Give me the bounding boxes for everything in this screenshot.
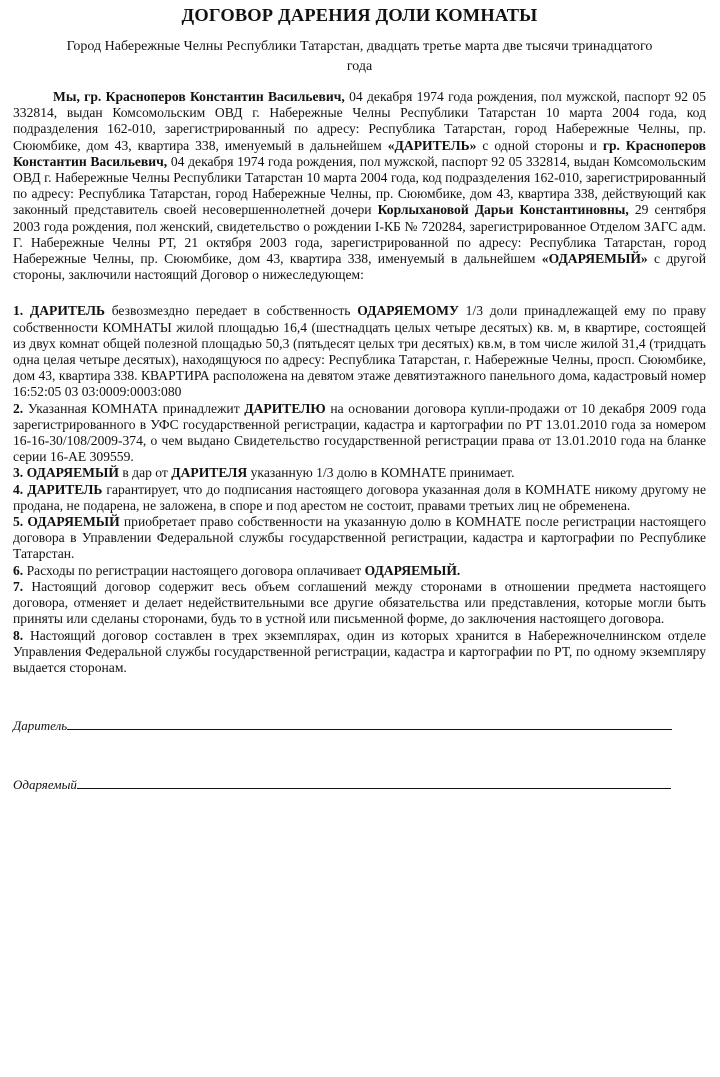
clause-bold-term: ОДАРЯЕМЫЙ [23,514,120,530]
clause-bold-term: ДАРИТЕЛЬ [23,481,103,497]
clause-number: 3. [13,465,24,481]
clause-1 [13,303,706,400]
clause-number: 1. [13,303,24,319]
clause-text: безвозмездно передает в собственность [105,303,358,319]
clause-number: 2. [13,400,24,416]
donee-signature-line [13,776,706,793]
clause-number: 4. [13,481,24,497]
clause-text: Настоящий договор содержит весь объем соглашений между сторонами в отношении предмета настоящего договора, отменяет и делает недействительными все другие обязательства или представления, которые могли быть приняты или сделаны сторонами, будь то в устной или письменной форме, до заключения настоящего договора. [13,578,706,627]
clause-number: 5. [13,514,24,530]
preamble-donor-term: «ДАРИТЕЛЬ» [387,137,477,153]
preamble-text-4: 29 сентября 2003 года рождения, пол женский, свидетельство о рождении I-КБ № 720284, зарегистрированное Отделом ЗАГС адм. Г. Набережные Челны РТ, 21 октября 2003 года, зарегистрированной по адресу: Республика Татарстан, город Набережные Челны, пр. Сююмбике, дом 43, квартира 338, именуемый в дальнейшем [13,202,706,267]
preamble-second-party-name: гр. Красноперов Константин Васильевич, [13,137,707,169]
clause-8 [13,628,706,677]
clause-text: в дар от [118,465,172,481]
clause-bold-term: ОДАРЯЕМЫЙ [23,465,119,481]
clause-4 [13,482,706,514]
preamble-donee-term: «ОДАРЯЕМЫЙ» [541,251,648,267]
document-title: ДОГОВОР ДАРЕНИЯ ДОЛИ КОМНАТЫ [181,5,538,25]
clause-number: 6. [13,562,24,578]
clause-number: 8. [13,627,24,643]
clause-text: Указанная КОМНАТА принадлежит [23,400,245,416]
clause-bold-term: ДАРИТЕЛЯ [171,465,248,481]
preamble-text-2: с одной стороны и [476,137,603,153]
clause-6 [13,563,706,579]
clause-3 [13,465,706,481]
donor-signature-line [13,717,706,734]
clause-text: Настоящий договор составлен в трех экземплярах, один из которых хранится в Набережночелнинском отделе Управления Федеральной службы государственной регистрации, кадастра и картографии по РТ, по одному экземпляру выдается сторонам. [13,627,706,675]
donor-signature-label: Даритель [13,718,68,734]
donee-signature-field[interactable] [77,776,671,789]
donee-signature-label: Одаряемый [13,777,77,793]
clause-text: 1/3 доли принадлежащей ему по праву собственности КОМНАТЫ жилой площадью 16,4 (шестнадцать целых четыре десятых) кв. м, в квартире, состоящей из двух комнат общей полезной площадью 50,3 (пятьдесят целых три десятых) кв.м, в том числе жилой 31,4 (тридцать одна целая четыре десятых), находящуюся по адресу: Республика Татарстан, г. Набережные Челны, просп. Сююмбике, дом 43, квартира 338. КВАРТИРА расположена на девятом этаже девятиэтажного панельного дома, кадастровый номер 16:52:05 03 03:0009:0003:080 [13,303,706,400]
clause-2 [13,401,706,466]
clause-bold-term: ОДАРЯЕМОМУ [357,303,459,319]
clause-text: на основании договора купли-продажи от 10 декабря 2009 года зарегистрированного в УФС государственной регистрации, кадастра и картографии по РТ 13.01.2010 года за номером 16-16-30/108/2009-374, о чем выдано Свидетельство государственной регистрации права от 13.01.2010 года на бланке серии 16-АЕ 309559. [13,400,706,465]
preamble-text-5: с другой стороны, заключили настоящий Договор о нижеследующем: [13,251,706,283]
clause-text: Расходы по регистрации настоящего договора оплачивает [23,562,365,578]
preamble-intro: Мы, гр. Красноперов Константин Васильевич, [53,89,345,104]
clause-bold-term: ОДАРЯЕМЫЙ. [364,562,461,578]
preamble-daughter-name: Корлыхановой Дарьи Константиновны, [377,202,629,218]
clause-5 [13,514,706,563]
preamble-text-1: 04 декабря 1974 года рождения, пол мужской, паспорт 92 05 332814, выдан Комсомольским ОВД г. Набережные Челны Республики Татарстан 10 марта 2004 года, код подразделения 162-010, зарегистрированный по адресу: Республика Татарстан, город Набережные Челны, пр. Сююмбике, дом 43, квартира 338, именуемый в дальнейшем [13,89,706,153]
donor-signature-field[interactable] [67,717,672,730]
clause-text: приобретает право собственности на указанную долю в КОМНАТЕ после регистрации настоящего договора в Управлении Федеральной службы государственной регистрации, кадастра и картографии по Республике Татарстан. [13,514,706,562]
clause-number: 7. [13,578,24,594]
clause-bold-term: ДАРИТЕЛЮ [244,400,326,416]
preamble-paragraph [13,89,706,283]
place-and-date: Город Набережные Челны Республики Татарстан, двадцать третье марта две тысячи тринадцатого года [66,39,653,74]
clause-7 [13,579,706,628]
preamble-text-3: 04 декабря 1974 года рождения, пол мужской, паспорт 92 05 332814, выдан Комсомольским ОВД г. Набережные Челны Республики Татарстан 10 марта 2004 года, код подразделения 162-010, зарегистрированный по адресу: Республика Татарстан, город Набережные Челны, пр. Сююмбике, дом 43, квартира 338, действующий как законный представитель своей несовершеннолетней дочери [13,153,707,218]
clause-bold-term: ДАРИТЕЛЬ [23,303,106,319]
clause-text: указанную 1/3 долю в КОМНАТЕ принимает. [247,465,515,481]
clause-text: гарантирует, что до подписания настоящего договора указанная доля в КОМНАТЕ никому другому не продана, не подарена, не заложена, в споре и под арестом не состоит, правами третьих лиц не обременена. [13,481,706,513]
